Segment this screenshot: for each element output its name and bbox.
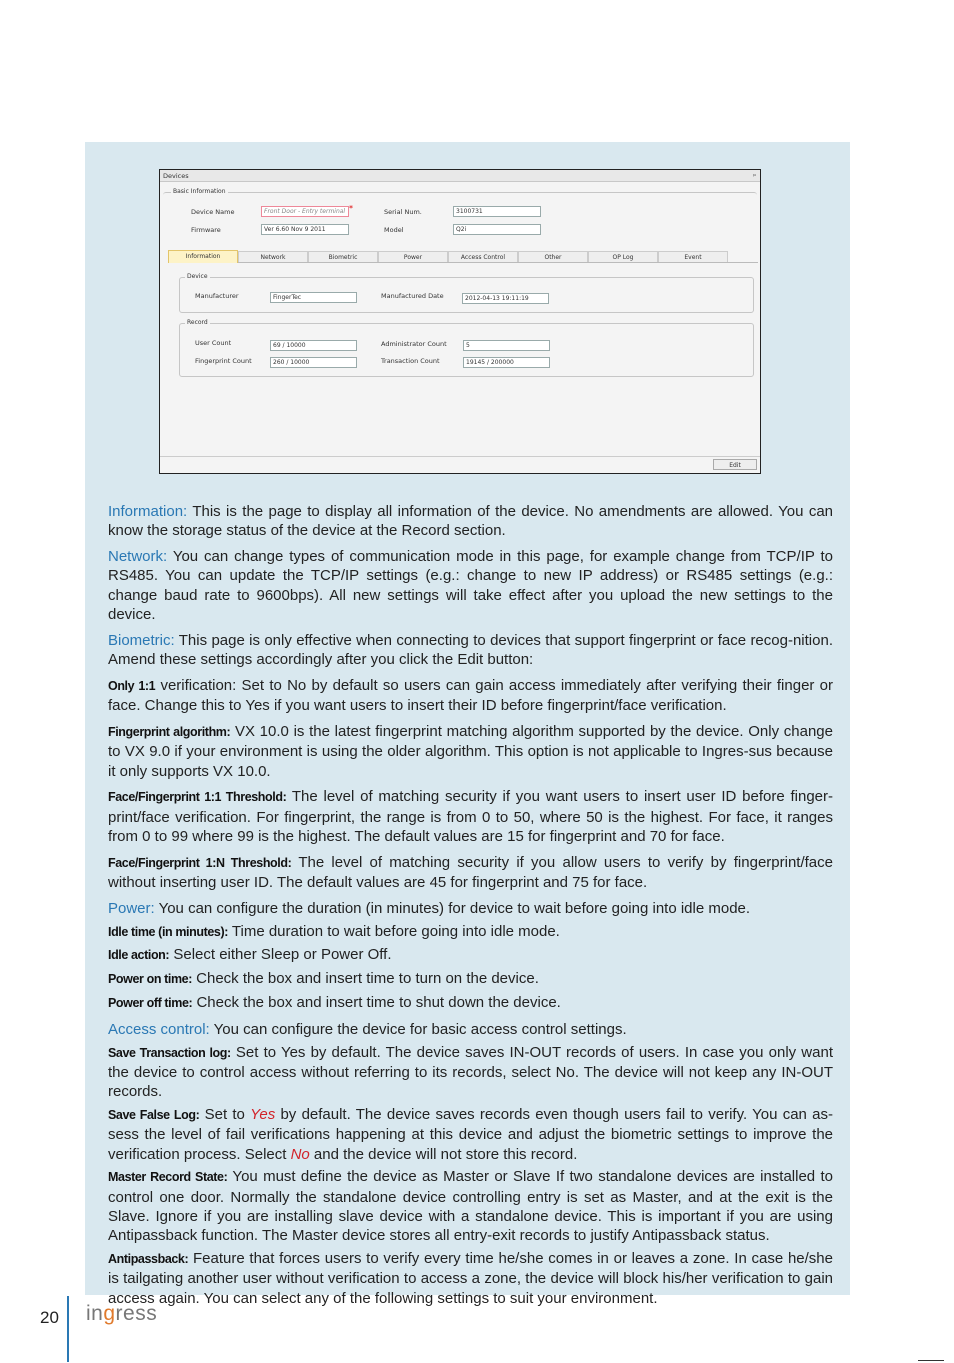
heading-power: Power: (108, 899, 155, 917)
manufacturer-label: Manufacturer (195, 292, 239, 300)
window-title: Devices (163, 172, 189, 180)
tab-event[interactable]: Event (658, 251, 728, 262)
transaction-count-field[interactable]: 19145 / 200000 (463, 357, 550, 368)
paragraph-power (108, 899, 833, 918)
paragraph-information (108, 502, 833, 541)
paragraph-power-off (108, 993, 833, 1013)
term-antipassback: Antipassback: (108, 1252, 189, 1267)
tab-op-log[interactable]: OP Log (588, 251, 658, 262)
value-no: No (290, 1145, 310, 1163)
paragraph-text: Select either Sleep or Power Off. (169, 946, 392, 964)
paragraph-idle-action (108, 945, 833, 965)
logo-accent: g (103, 1302, 116, 1325)
paragraph-threshold-1-1 (108, 787, 833, 846)
term-threshold-1-1: Face/Fingerprint 1:1 Threshold: (108, 790, 287, 805)
divider (160, 456, 760, 457)
footer-dash (918, 1360, 944, 1361)
tab-information[interactable]: Information (168, 250, 238, 263)
body-text (108, 502, 833, 1314)
logo-text: in (86, 1302, 104, 1325)
paragraph-fingerprint-algorithm (108, 722, 833, 781)
paragraph-antipassback (108, 1249, 833, 1308)
fingerprint-count-label: Fingerprint Count (195, 357, 252, 365)
value-yes: Yes (250, 1106, 276, 1124)
model-field[interactable]: Q2i (453, 224, 541, 235)
heading-information: Information: (108, 503, 188, 520)
paragraph-text: by default. The device saves records even though users fail to verify. You can as-sess the level of fail verifications happening at this device and adjust the biometric settings to improve the verification process. Select (108, 1106, 833, 1163)
heading-access-control: Access control: (108, 1020, 210, 1038)
term-threshold-1-n: Face/Fingerprint 1:N Threshold: (108, 855, 292, 870)
user-count-field[interactable]: 69 / 10000 (270, 340, 357, 351)
serial-label: Serial Num. (384, 208, 422, 216)
term-power-on: Power on time: (108, 972, 192, 987)
admin-count-label: Administrator Count (381, 340, 447, 348)
paragraph-text: You can configure the device for basic access control settings. (209, 1020, 627, 1038)
page-number: 20 (40, 1308, 59, 1327)
paragraph-text: Set to Yes by default. The device saves IN-OUT records of users. In case you only want the device to control access without referring to its records, select No. The device will not keep any IN-OUT records. (108, 1043, 833, 1101)
heading-biometric: Biometric: (108, 631, 175, 649)
user-count-label: User Count (195, 339, 232, 347)
footer-divider (67, 1296, 69, 1362)
paragraph-idle-time (108, 922, 833, 942)
admin-count-field[interactable]: 5 (463, 340, 550, 351)
tab-network[interactable]: Network (238, 251, 308, 262)
paragraph-only-1-1 (108, 676, 833, 716)
serial-field[interactable]: 3100731 (453, 206, 541, 217)
paragraph-text: Time duration to wait before going into idle mode. (227, 922, 560, 940)
paragraph-save-transaction-log (108, 1043, 833, 1102)
paragraph-text: You can change types of communication mode in this page, for example change from TCP/IP to RS485. You can update the TCP/IP settings (e.g.: change to new IP address) or RS485 settings (e.g.: change baud rate to 9600bps). All new settings will take effect after you upload the new settings to the device. (108, 548, 833, 623)
logo-text: ress (115, 1302, 158, 1325)
paragraph-text: Check the box and insert time to shut down the device. (192, 994, 561, 1012)
paragraph-biometric (108, 631, 833, 670)
paragraph-access-control (108, 1020, 833, 1039)
edit-button[interactable]: Edit (713, 459, 757, 470)
term-power-off: Power off time: (108, 996, 193, 1011)
paragraph-text: Feature that forces users to verify every time he/she comes in or leaves a zone. In case he/she is tailgating another user without verification to access a zone, the device will block his/her verification to gain access again. You can select any of the following settings to suit your environment. (108, 1250, 833, 1307)
tab-strip (168, 250, 758, 263)
term-master-record-state: Master Record State: (108, 1170, 228, 1185)
tab-biometric[interactable]: Biometric (308, 251, 378, 262)
paragraph-text: You can configure the duration (in minutes) for device to wait before going into idle mode. (154, 899, 751, 917)
paragraph-text: This is the page to display all information of the device. No amendments are allowed. You can know the storage status of the device at the Record section. (108, 503, 833, 540)
device-name-field[interactable]: Front Door - Entry terminal (261, 206, 349, 217)
paragraph-threshold-1-n (108, 853, 833, 893)
term-only-1-1: Only 1:1 (108, 678, 156, 693)
pin-icon[interactable]: ᵖ (753, 172, 756, 180)
paragraph-text: You must define the device as Master or Slave If two standalone devices are installed to control one door. Normally the standalone device controlling entry is set as Master, and at the exit is the Slave. Ignore if you are installing slave device with a standalone device. This is important if you are using Antipassback function. The Master device stores all entry-exit records to justify Antipassback status. (108, 1168, 833, 1245)
group-legend: Device (187, 273, 208, 280)
term-save-transaction-log: Save Transaction log: (108, 1045, 231, 1060)
paragraph-master-record-state (108, 1167, 833, 1245)
term-fingerprint-algorithm: Fingerprint algorithm: (108, 724, 231, 739)
term-idle-time: Idle time (in minutes): (108, 924, 228, 939)
device-name-label: Device Name (191, 208, 235, 216)
window-titlebar (160, 170, 760, 182)
manufactured-date-label: Manufactured Date (381, 292, 444, 300)
firmware-field[interactable]: Ver 6.60 Nov 9 2011 (261, 224, 349, 235)
paragraph-text: This page is only effective when connecting to devices that support fingerprint or face recog-nition. Amend these settings accordingly after you click the Edit button: (108, 631, 833, 669)
tab-power[interactable]: Power (378, 251, 448, 262)
manufacturer-field[interactable]: FingerTec (270, 292, 357, 303)
paragraph-text: Set to (199, 1106, 251, 1124)
devices-screenshot (159, 169, 761, 474)
tab-access-control[interactable]: Access Control (448, 251, 518, 262)
term-save-false-log: Save False Log: (108, 1108, 200, 1123)
heading-network: Network: (108, 548, 168, 566)
model-label: Model (384, 226, 404, 234)
paragraph-power-on (108, 969, 833, 989)
manufactured-date-field[interactable]: 2012-04-13 19:11:19 (462, 293, 549, 304)
paragraph-save-false-log (108, 1105, 833, 1164)
group-legend: Record (187, 319, 208, 326)
paragraph-text: The level of matching security if you allow users to verify by fingerprint/face without inserting user ID. The default values are 45 for fingerprint and 75 for face. (108, 853, 833, 892)
paragraph-network (108, 547, 833, 624)
transaction-count-label: Transaction Count (381, 357, 440, 365)
firmware-label: Firmware (191, 226, 221, 234)
fingerprint-count-field[interactable]: 260 / 10000 (270, 357, 357, 368)
required-mark: * (349, 204, 353, 213)
paragraph-text: Check the box and insert time to turn on the device. (192, 970, 539, 988)
paragraph-text: VX 10.0 is the latest fingerprint matching algorithm supported by the device. Only change to VX 9.0 if your environment is using the older algorithm. This option is not applicable to Ingres-sus because it only supports VX 10.0. (108, 722, 833, 780)
tab-other[interactable]: Other (518, 251, 588, 262)
basic-information-group (163, 188, 757, 247)
paragraph-text: verification: Set to No by default so users can gain access immediately after verifying their finger or face. Change this to Yes if you want users to insert their ID before fingerprint/face verification. (108, 676, 833, 715)
paragraph-text: The level of matching security if you want users to insert user ID before finger-print/face verification. For fingerprint, the range is from 0 to 50, where 50 is the highest. For face, it ranges from 0 to 99 where 99 is the highest. The default values are 15 for fingerprint and 70 for face. (108, 788, 833, 845)
term-idle-action: Idle action: (108, 948, 170, 963)
ingress-logo (86, 1302, 157, 1326)
group-legend: Basic Information (173, 188, 226, 195)
paragraph-text: and the device will not store this record. (309, 1145, 578, 1163)
